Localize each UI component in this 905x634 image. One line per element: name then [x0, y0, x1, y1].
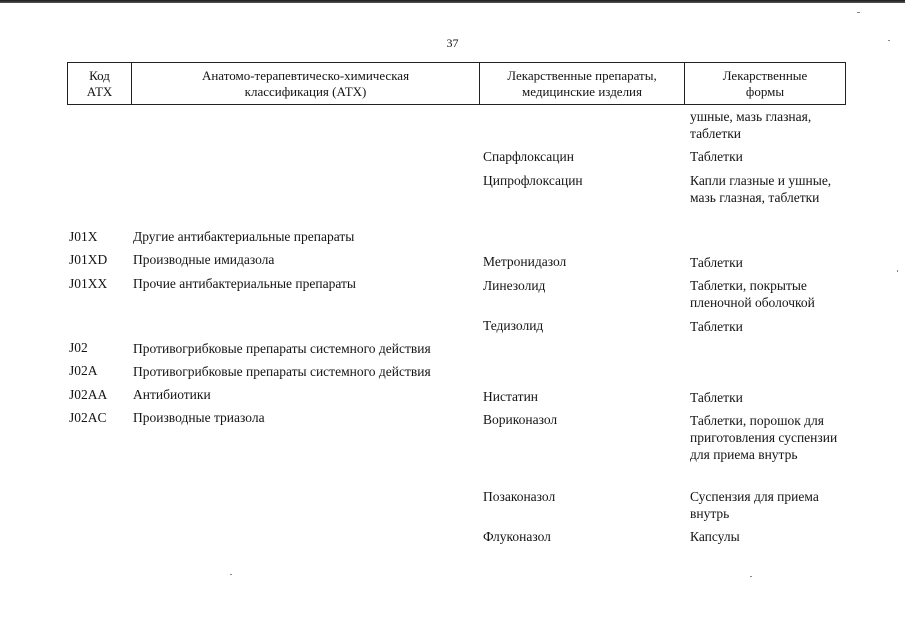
row-ciprofloxacin-form: Капли глазные и ушные, мазь глазная, таблетки — [690, 173, 832, 205]
row-j01xx-form: Таблетки, покрытые пленочной оболочкой — [690, 278, 815, 310]
scan-top-edge — [0, 0, 905, 3]
row-j01xd-class: Производные имидазола — [133, 252, 275, 267]
row-j01x-class: Другие антибактериальные препараты — [133, 229, 355, 244]
row-fluconazole-drug: Флуконазол — [483, 529, 551, 544]
row-j02ac-code: J02AC — [69, 410, 107, 425]
header-dosage-forms — [685, 63, 845, 104]
header-atc-classification — [132, 63, 480, 104]
header-drugs — [480, 63, 685, 104]
row-j02aa-code: J02AA — [69, 387, 108, 402]
row-j02a-class: Противогрибковые препараты системного действия — [133, 364, 431, 379]
row-j02aa-class: Антибиотики — [133, 387, 211, 402]
row-j02-class: Противогрибковые препараты системного действия — [133, 341, 431, 356]
row-j01xd-form: Таблетки — [690, 255, 743, 270]
row-j01xd-code: J01XD — [69, 252, 108, 267]
header-form-line1: Лекарственные — [722, 67, 808, 83]
row-j02ac-form: Таблетки, порошок для приготовления суспензии для приема внутрь — [690, 413, 838, 462]
row-continued-form: ушные, мазь глазная, таблетки — [690, 109, 812, 141]
row-j01xx-class: Прочие антибактериальные препараты — [133, 276, 356, 291]
row-fluconazole-form: Капсулы — [690, 529, 740, 544]
row-tedizolid-form: Таблетки — [690, 319, 743, 334]
table-header — [67, 62, 846, 105]
header-code-atx — [68, 63, 132, 104]
row-j01xd-drug: Метронидазол — [483, 254, 567, 269]
header-form-line2: формы — [745, 83, 785, 99]
row-tedizolid-drug: Тедизолид — [483, 318, 544, 333]
scan-speck — [888, 40, 890, 41]
header-code-line1: Код — [89, 67, 110, 83]
row-j02a-code: J02A — [69, 363, 98, 378]
row-j01xx-drug: Линезолид — [483, 278, 546, 293]
scan-speck — [897, 270, 898, 272]
row-j02aa-form: Таблетки — [690, 390, 743, 405]
row-j01x-code: J01X — [69, 229, 98, 244]
header-code-line2: АТХ — [86, 83, 113, 99]
row-j01xx-code: J01XX — [69, 276, 108, 291]
header-class-line2: классификация (АТХ) — [244, 83, 367, 99]
header-drug-line2: медицинские изделия — [522, 83, 642, 99]
row-ciprofloxacin-drug: Ципрофлоксацин — [483, 173, 583, 188]
header-class-line1: Анатомо-терапевтическо-химическая — [201, 67, 410, 83]
row-sparfloxacin-form: Таблетки — [690, 149, 743, 164]
row-j02-code: J02 — [69, 340, 88, 355]
scan-speck — [857, 12, 860, 13]
row-posaconazole-form: Суспензия для приема внутрь — [690, 489, 819, 521]
row-j02ac-class: Производные триазола — [133, 410, 265, 425]
scan-speck — [230, 574, 232, 575]
row-j02ac-drug: Вориконазол — [483, 412, 558, 427]
row-posaconazole-drug: Позаконазол — [483, 489, 556, 504]
header-drug-line1: Лекарственные препараты, — [507, 67, 657, 83]
row-j02aa-drug: Нистатин — [483, 389, 539, 404]
scan-speck — [750, 576, 752, 577]
row-sparfloxacin-drug: Спарфлоксацин — [483, 149, 574, 164]
page-number: 37 — [446, 36, 459, 50]
